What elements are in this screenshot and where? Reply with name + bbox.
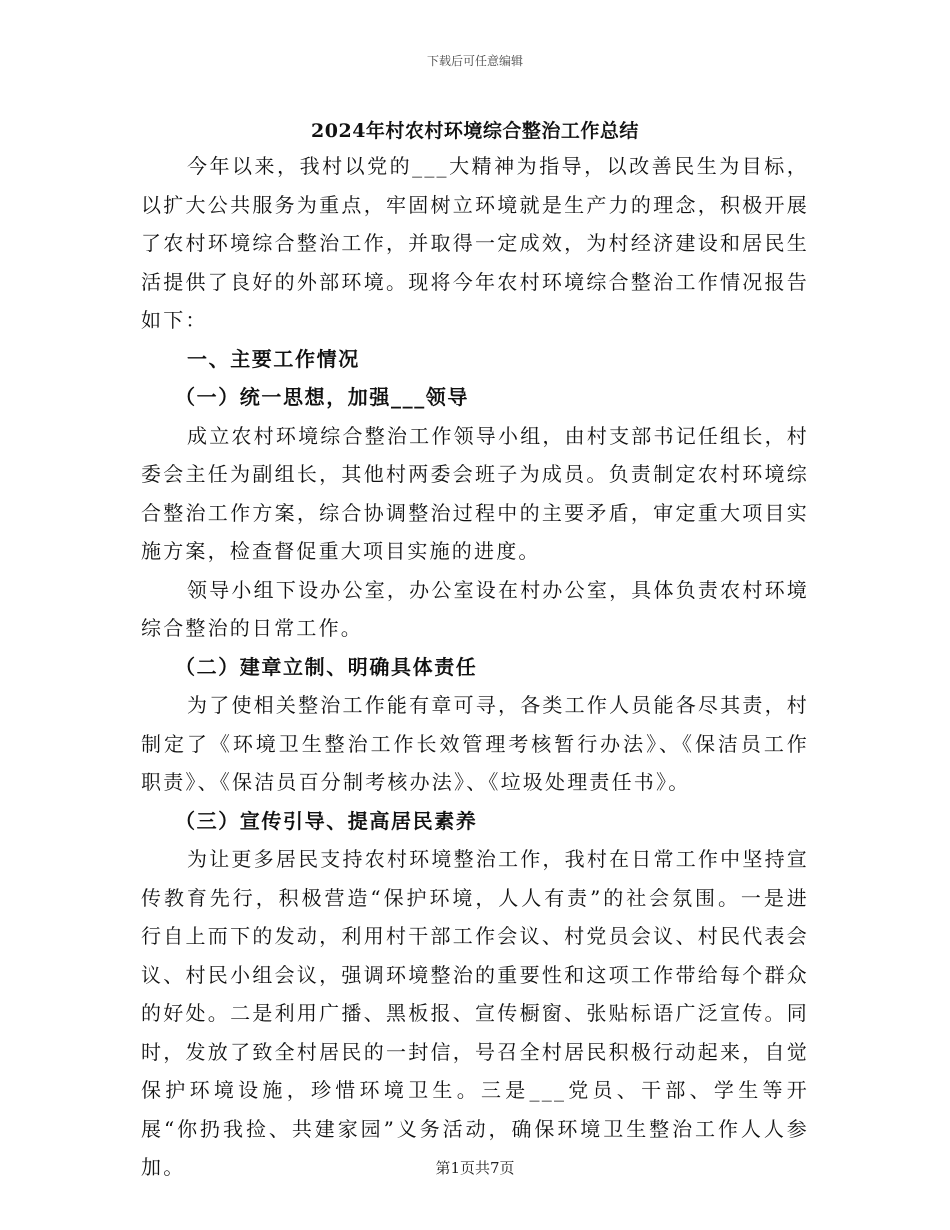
- page-header-note: 下载后可任意编辑: [426, 54, 523, 68]
- section-heading-main-work: 一、主要工作情况: [187, 346, 360, 371]
- subsection-heading-2: （二）建章立制、明确具体责任: [175, 654, 478, 679]
- intro-paragraph: 今年以来，我村以党的___大精神为指导，以改善民生为目标，以扩大公共服务为重点，牢固树立环境就是生产力的理念，积极开展了农村环境综合整治工作，并取得一定成效，为村经济建设和居民生活提供了良好的外部环境。现将今年农村环境综合整治工作情况报告如下：: [141, 154, 809, 332]
- subsection-1-paragraph-1: 成立农村环境综合整治工作领导小组，由村支部书记任组长，村委会主任为副组长，其他村两委会班子为成员。负责制定农村环境综合整治工作方案，综合协调整治过程中的主要矛盾，审定重大项目实施方案，检查督促重大项目实施的进度。: [141, 423, 809, 563]
- subsection-heading-3: （三）宣传引导、提高居民素养: [175, 808, 478, 833]
- subsection-2-paragraph-1: 为了使相关整治工作能有章可寻，各类工作人员能各尽其责，村制定了《环境卫生整治工作长效管理考核暂行办法》、《保洁员工作职责》、《保洁员百分制考核办法》、《垃圾处理责任书》。: [141, 693, 809, 794]
- subsection-1-paragraph-2: 领导小组下设办公室，办公室设在村办公室，具体负责农村环境综合整治的日常工作。: [141, 577, 809, 640]
- subsection-heading-1: （一）统一思想，加强___领导: [175, 385, 469, 409]
- document-body: [141, 147, 809, 1187]
- document-title: 2024年村农村环境综合整治工作总结: [311, 120, 639, 142]
- subsection-3-paragraph-1: 为让更多居民支持农村环境整治工作，我村在日常工作中坚持宣传教育先行，积极营造“保护环境，人人有责”的社会氛围。一是进行自上而下的发动，利用村干部工作会议、村党员会议、村民代表会议、村民小组会议，强调环境整治的重要性和这项工作带给每个群众的好处。二是利用广播、黑板报、宣传橱窗、张贴标语广泛宣传。同时，发放了致全村居民的一封信，号召全村居民积极行动起来，自觉保护环境设施，珍惜环境卫生。三是___党员、干部、学生等开展“你扔我捡、共建家园”义务活动，确保环境卫生整治工作人人参加。: [141, 847, 809, 1179]
- page-footer-number: 第1页共7页: [435, 1159, 515, 1177]
